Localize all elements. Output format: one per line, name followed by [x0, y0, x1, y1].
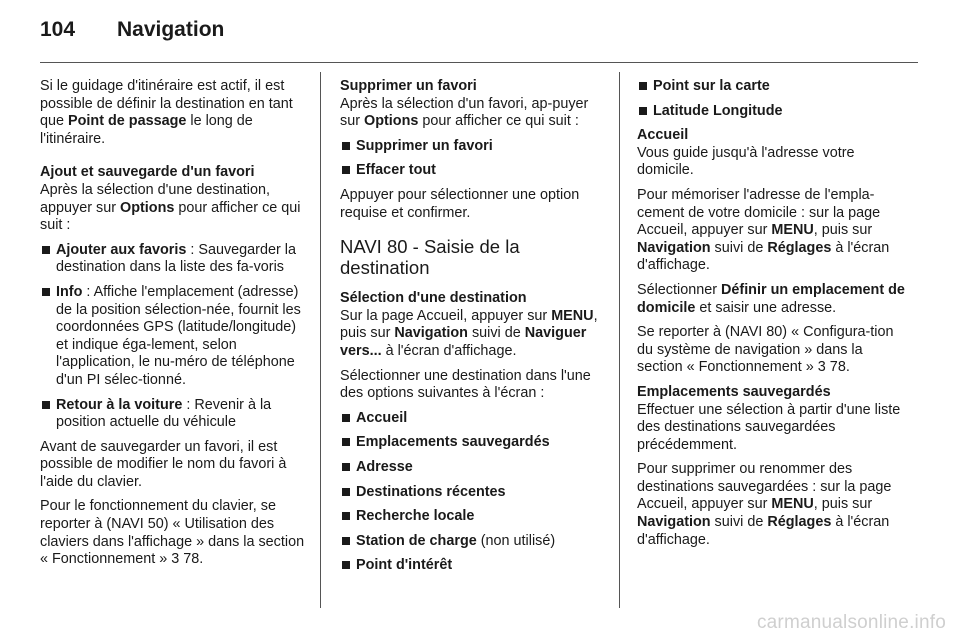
bullet-add-favourite: Ajouter aux favoris : Sauvegarder la destination dans la liste des fa-voris [40, 242, 308, 277]
bullet-square-icon [42, 246, 50, 254]
column-1 [40, 78, 308, 576]
option-home: Accueil [340, 410, 608, 428]
paragraph-confirm: Appuyer pour sélectionner une option requise et confirmer. [340, 186, 580, 221]
option-local-search: Recherche locale [340, 508, 608, 526]
header-divider [40, 62, 918, 63]
bullet-square-icon [639, 82, 647, 90]
heading-delete-favourite: Supprimer un favori [340, 78, 477, 94]
option-address: Adresse [340, 459, 608, 477]
paragraph-store-home: Pour mémoriser l'adresse de l'empla-cement de votre domicile : sur la page Accueil, appuyer sur MENU, puis sur Navigation suivi de Réglages à l'écran d'affichage. [637, 186, 890, 274]
paragraph-keyboard: Pour le fonctionnement du clavier, se reporter à (NAVI 50) « Utilisation des claviers dans l'affichage » dans la section « Fonctionnement » 3 78. [40, 498, 305, 568]
paragraph-options: Après la sélection d'une destination, appuyer sur Options pour afficher ce qui suit : [40, 181, 301, 234]
option-point-on-map: Point sur la carte [637, 78, 905, 96]
paragraph-waypoint: Si le guidage d'itinéraire est actif, il est possible de définir la destination en tant que Point de passage le long de l'itinéraire. [40, 78, 293, 147]
heading-save-favourite: Ajout et sauvegarde d'un favori [40, 164, 255, 181]
bullet-square-icon [342, 166, 350, 174]
bullet-info: Info : Affiche l'emplacement (adresse) de la position sélection-née, fournit les coordonnées GPS (latitude/longitude) et indique éga-lement, selon l'application, le nu-méro de téléphone d'un PI sélec-tionné. [40, 284, 308, 390]
column-3 [637, 78, 905, 556]
bullet-square-icon [342, 561, 350, 569]
bullet-square-icon [342, 438, 350, 446]
bullet-return-vehicle: Retour à la voiture : Revenir à la position actuelle du véhicule [40, 397, 308, 432]
paragraph-favourite-options: Après la sélection d'un favori, ap-puyer sur Options pour afficher ce qui suit : [340, 95, 589, 130]
bullet-clear-all: Effacer tout [340, 162, 608, 180]
bullet-square-icon [639, 107, 647, 115]
bullet-square-icon [342, 512, 350, 520]
bullet-square-icon [42, 288, 50, 296]
bullet-square-icon [342, 142, 350, 150]
column-2 [340, 78, 608, 582]
paragraph-config-ref: Se reporter à (NAVI 80) « Configura-tion du système de navigation » dans la section « Fonctionnement » 3 78. [637, 324, 894, 376]
option-saved-locations: Emplacements sauvegardés [340, 434, 608, 452]
column-divider-1 [320, 72, 321, 608]
paragraph-saved-select: Effectuer une sélection à partir d'une liste des destinations sauvegardées précédemment. [637, 401, 901, 453]
page-title: Navigation [117, 18, 225, 41]
page-reference-icon: 3 [817, 359, 826, 376]
bullet-square-icon [42, 401, 50, 409]
option-recent-destinations: Destinations récentes [340, 484, 608, 502]
option-lat-long: Latitude Longitude [637, 103, 905, 121]
bullet-square-icon [342, 463, 350, 471]
bullet-delete-favourite: Supprimer un favori [340, 138, 608, 156]
column-divider-2 [619, 72, 620, 608]
paragraph-home-menu: Sur la page Accueil, appuyer sur MENU, puis sur Navigation suivi de Naviguer vers... à l'écran d'affichage. [340, 307, 598, 359]
bullet-square-icon [342, 537, 350, 545]
heading-select-destination: Sélection d'une destination [340, 290, 527, 307]
paragraph-choose-option: Sélectionner une destination dans l'une des options suivantes à l'écran : [340, 367, 591, 402]
paragraph-home-guide: Vous guide jusqu'à l'adresse votre domicile. [637, 144, 855, 179]
bullet-square-icon [342, 488, 350, 496]
watermark: carmanualsonline.info [756, 612, 946, 633]
option-point-of-interest: Point d'intérêt [340, 557, 608, 575]
page-number: 104 [40, 18, 76, 41]
heading-saved-locations: Emplacements sauvegardés [637, 383, 831, 400]
option-charging-station: Station de charge (non utilisé) [340, 533, 608, 551]
paragraph-rename: Avant de sauvegarder un favori, il est possible de modifier le nom du favori à l'aide du clavier. [40, 438, 287, 490]
paragraph-set-home: Sélectionner Définir un emplacement de domicile et saisir une adresse. [637, 281, 905, 316]
bullet-square-icon [342, 414, 350, 422]
section-heading-navi80: NAVI 80 - Saisie de la destination [340, 236, 520, 279]
heading-home: Accueil [637, 127, 689, 144]
paragraph-rename-delete: Pour supprimer ou renommer des destinations sauvegardées : sur la page Accueil, appuyer sur MENU, puis sur Navigation suivi de Réglages à l'écran d'affichage. [637, 461, 892, 548]
page-reference-icon: 3 [171, 551, 180, 568]
